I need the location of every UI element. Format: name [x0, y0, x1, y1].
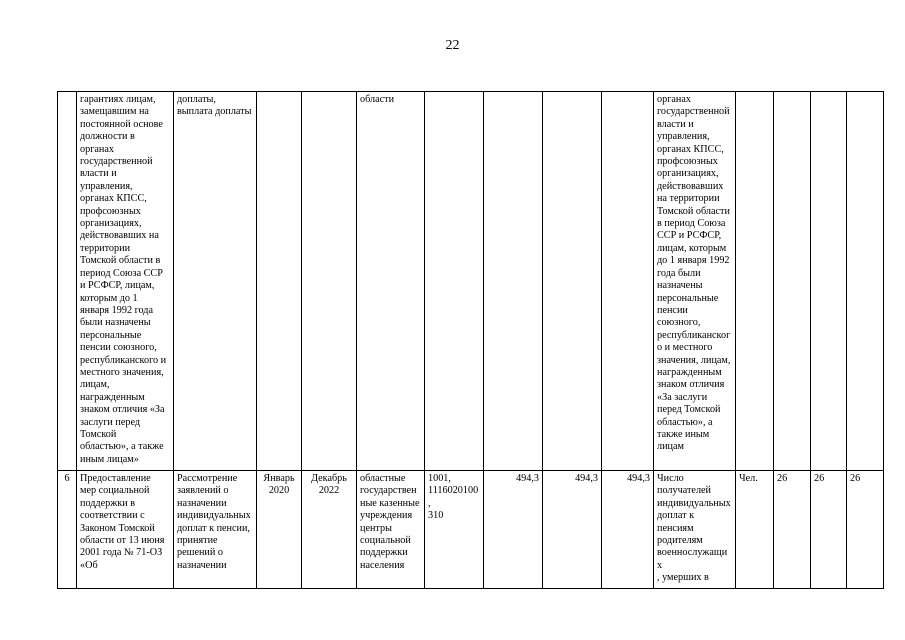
executor-cell: областные государствен ные казенные учреждения центры социальной поддержки населения: [357, 471, 425, 589]
value-year2-cell: [811, 92, 847, 471]
page-number: 22: [445, 38, 460, 53]
measure-name-cell: гарантиях лицам, замещавшим на постоянной основе должности в органах государственной власти и управления, органах КПСС, профсоюзных организациях, действовавших на территории Томской области в период Союза ССР и РСФСР, лицам, которым до 1 января 1992 года были назначены персональные пенсии союзного, республиканского и местного значения, лицам, награжденным знаком отличия «За заслуги перед Томской областью», а также иным лицам»: [77, 92, 174, 471]
amount-year1-cell: [484, 92, 543, 471]
amount-year2-cell: [543, 92, 602, 471]
budget-code-cell: [425, 92, 484, 471]
unit-cell: [736, 92, 774, 471]
measures-table: [57, 91, 884, 589]
amount-year3-cell: [602, 92, 654, 471]
indicator-cell: органах государственной власти и управления, органах КПСС, профсоюзных организациях, действовавших на территории Томской области в период Союза ССР и РСФСР, лицам, которым до 1 января 1992 года были назначены персональные пенсии союзного, республиканског о и местного значения, лицам, награжденным знаком отличия «За заслуги перед Томской областью», а также иным лицам: [654, 92, 736, 471]
value-year3-cell: 26: [847, 471, 884, 589]
measure-content-cell: доплаты, выплата доплаты: [174, 92, 257, 471]
table-row: [58, 92, 884, 471]
measure-name-cell: Предоставление мер социальной поддержки в соответствии с Законом Томской области от 13 июня 2001 года № 71-ОЗ «Об: [77, 471, 174, 589]
table-row: [58, 471, 884, 589]
amount-year3-cell: 494,3: [602, 471, 654, 589]
value-year1-cell: 26: [774, 471, 811, 589]
value-year3-cell: [847, 92, 884, 471]
start-date-cell: Январь 2020: [257, 471, 302, 589]
amount-year2-cell: 494,3: [543, 471, 602, 589]
start-date-cell: [257, 92, 302, 471]
budget-code-cell: 1001, 1116020100, 310: [425, 471, 484, 589]
measure-content-cell: Рассмотрение заявлений о назначении индивидуальных доплат к пенсии, принятие решений о назначении: [174, 471, 257, 589]
row-number-cell: 6: [58, 471, 77, 589]
value-year2-cell: 26: [811, 471, 847, 589]
indicator-cell: Число получателей индивидуальных доплат к пенсиям родителям военнослужащих , умерших в: [654, 471, 736, 589]
row-number-cell: [58, 92, 77, 471]
value-year1-cell: [774, 92, 811, 471]
unit-cell: Чел.: [736, 471, 774, 589]
amount-year1-cell: 494,3: [484, 471, 543, 589]
executor-cell: области: [357, 92, 425, 471]
end-date-cell: [302, 92, 357, 471]
end-date-cell: Декабрь 2022: [302, 471, 357, 589]
